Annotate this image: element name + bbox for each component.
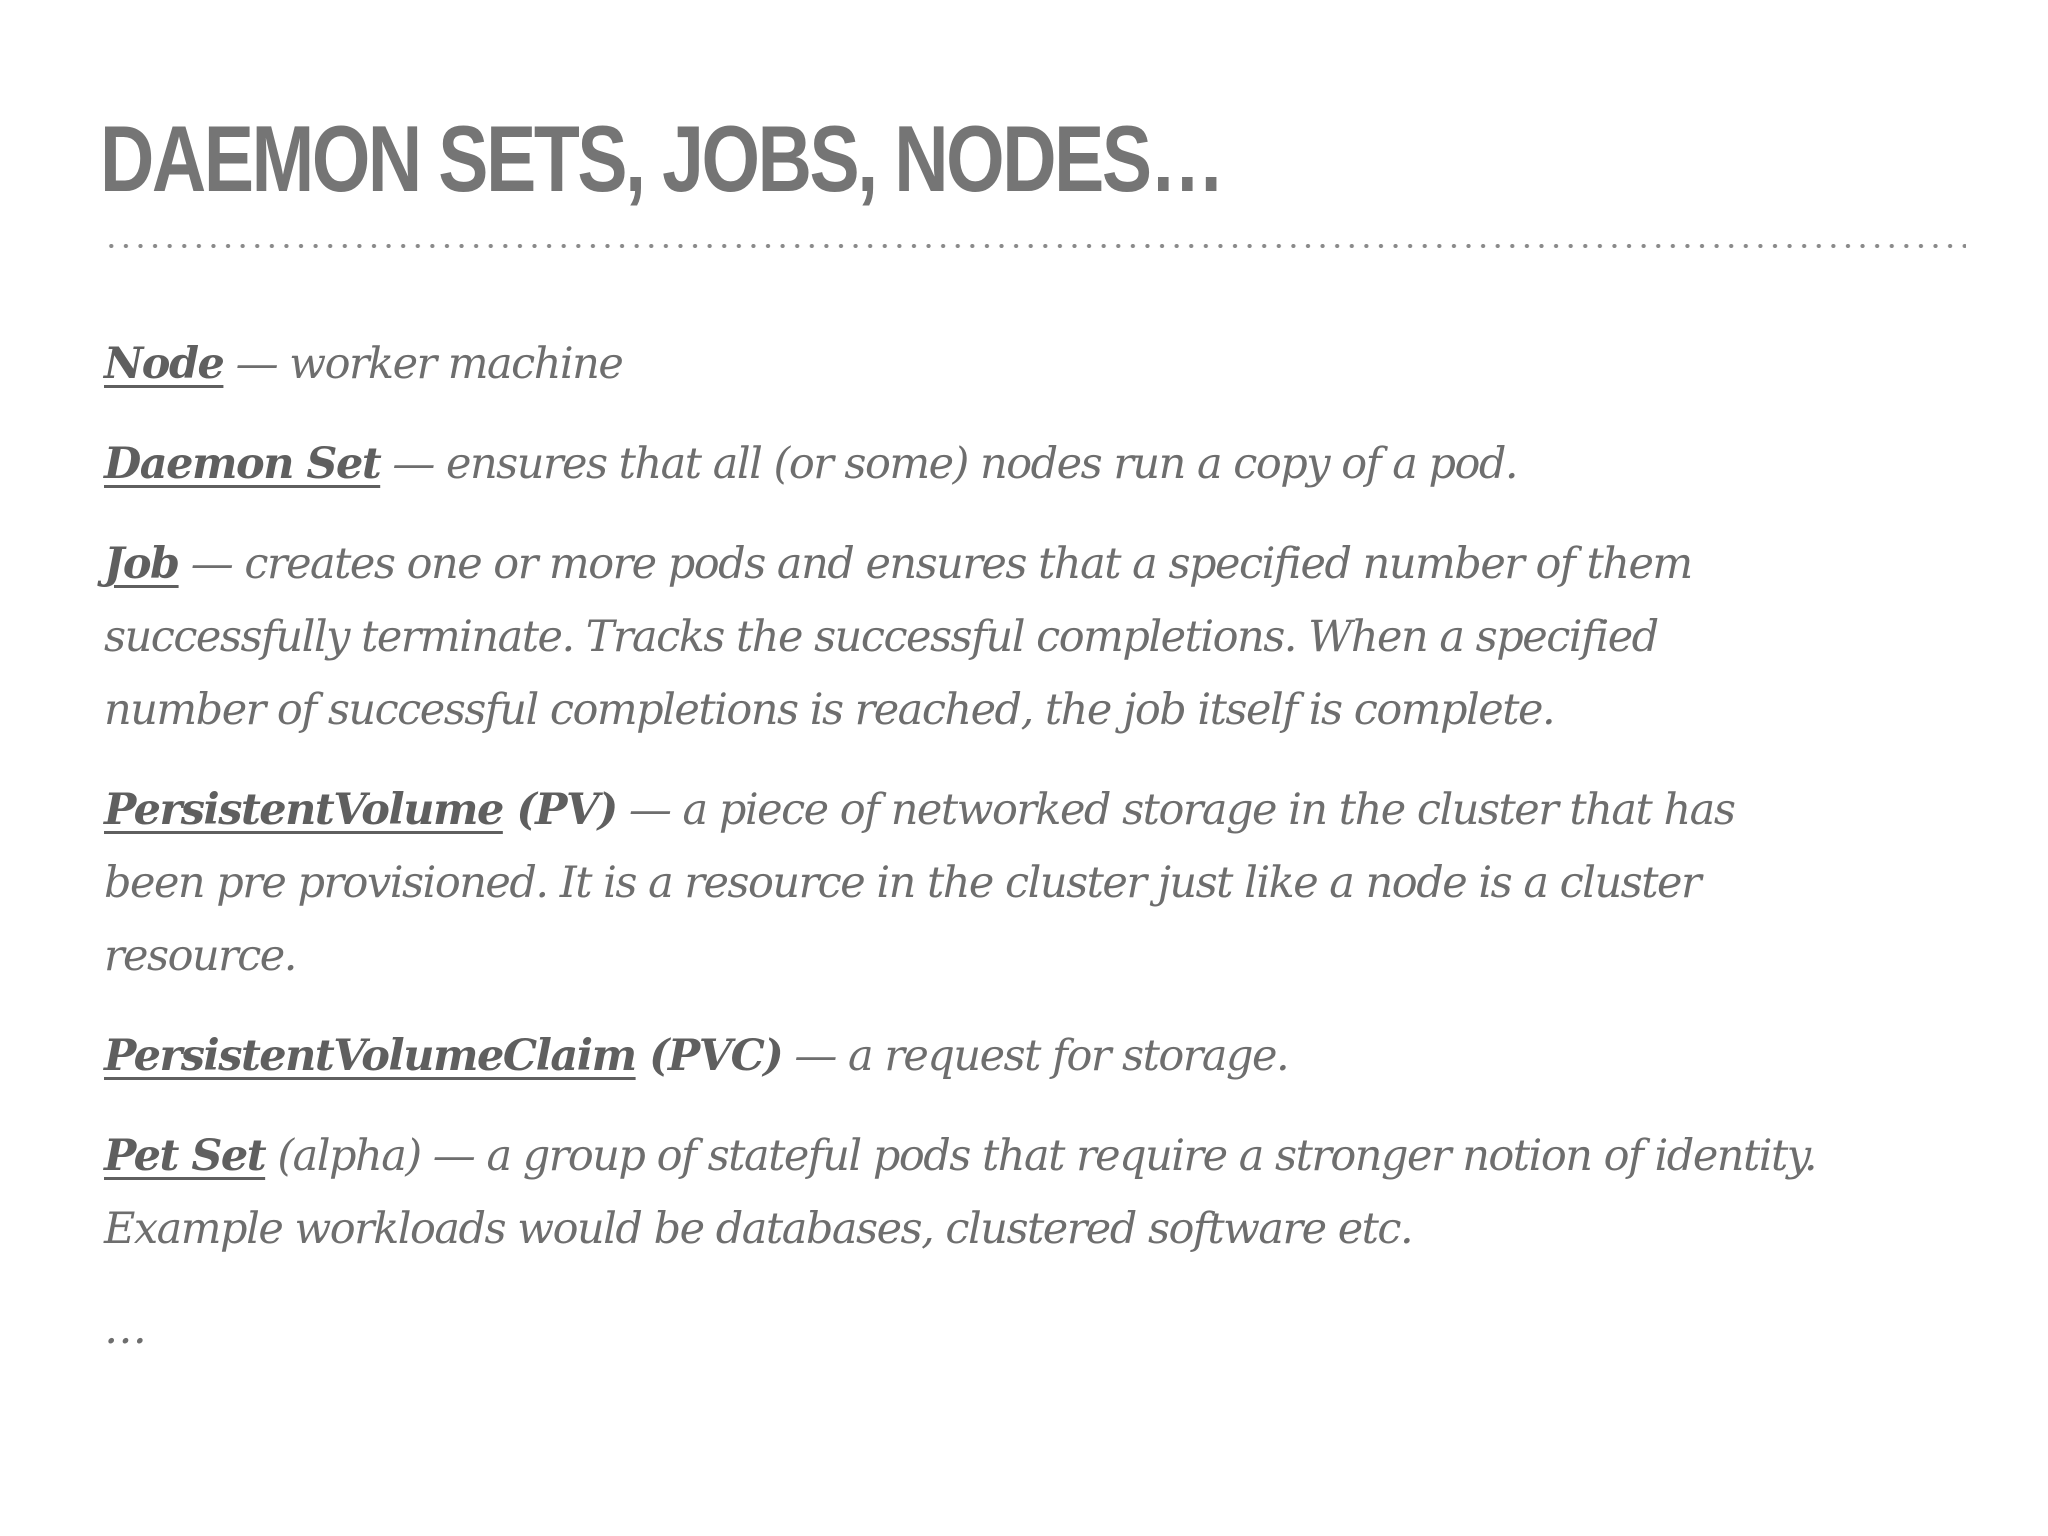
- definition-text: — worker machine: [223, 339, 623, 389]
- term-node: Node: [104, 339, 224, 389]
- term-pet-set: Pet Set: [104, 1131, 266, 1181]
- abbr-pvc: (PVC): [635, 1031, 783, 1081]
- definition-text: — a request for storage.: [782, 1031, 1289, 1081]
- definition-persistent-volume: [104, 774, 1824, 993]
- definition-job: [104, 528, 1824, 747]
- qualifier-alpha: (alpha): [265, 1131, 421, 1181]
- term-persistent-volume-claim: PersistentVolumeClaim: [104, 1031, 636, 1081]
- abbr-pv: (PV): [502, 785, 617, 835]
- definition-text: — ensures that all (or some) nodes run a copy of a pod.: [380, 439, 1518, 489]
- term-job: Job: [104, 539, 179, 589]
- definition-node: [104, 328, 1824, 401]
- slide-title: DAEMON SETS, JOBS, NODES…: [100, 106, 1223, 211]
- definition-text: — a piece of networked storage in the cluster that has been pre provisioned. It is a resource in the cluster just like a node is a cluster resource.: [104, 785, 1735, 981]
- definitions-list: [104, 328, 1824, 1393]
- title-divider: [104, 244, 1966, 248]
- definition-daemon-set: [104, 428, 1824, 501]
- definition-pet-set: [104, 1120, 1824, 1266]
- trailing-ellipsis: …: [104, 1304, 146, 1354]
- definition-text: — creates one or more pods and ensures that a specified number of them successfully terminate. Tracks the successful completions. When a specified number of successful completions is reached, the job itself is complete.: [104, 539, 1692, 735]
- definition-text: — a group of stateful pods that require a stronger notion of identity. Example workloads would be databases, clustered software etc.: [104, 1131, 1817, 1254]
- term-daemon-set: Daemon Set: [104, 439, 381, 489]
- term-persistent-volume: PersistentVolume: [104, 785, 503, 835]
- definition-persistent-volume-claim: [104, 1020, 1824, 1093]
